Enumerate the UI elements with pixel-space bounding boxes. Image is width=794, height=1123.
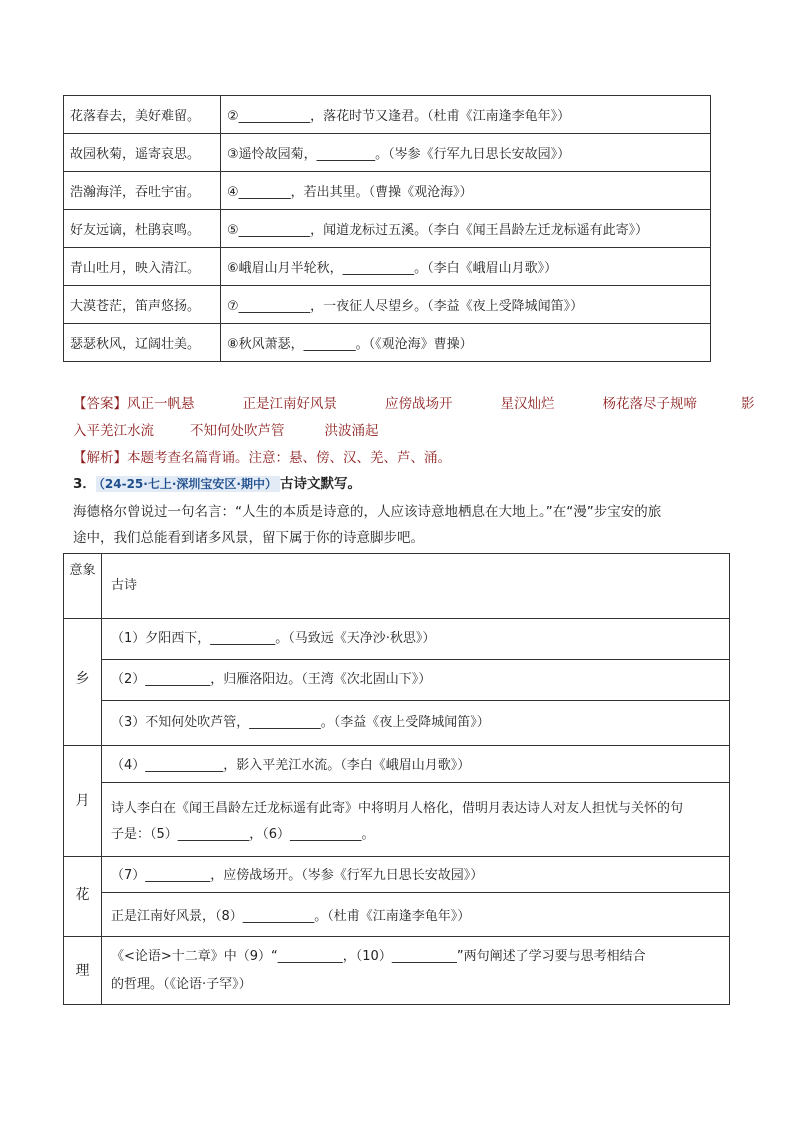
- poem-row: （1）夕阳西下，__________。（马致远《天净沙·秋思》）: [111, 631, 436, 646]
- question-intro-line-1: 海德格尔曾说过一句名言：“人生的本质是诗意的，人应该诗意地栖息在大地上。”在“漫”步宝安的旅: [73, 504, 662, 520]
- analysis-tag: 【解析】: [73, 450, 127, 466]
- poem-row: 诗人李白在《闻王昌龄左迁龙标遥有此寄》中将明月人格化，借明月表达诗人对友人担忧与关怀的句: [111, 801, 684, 816]
- question-number: 3．: [73, 476, 96, 492]
- question-intro-line-2: 途中，我们总能看到诸多风景，留下属于你的诗意脚步吧。: [73, 530, 424, 546]
- poetry-dictation-table: [63, 553, 730, 1005]
- answer-item: 洪波涌起: [324, 423, 379, 439]
- question-header: [73, 472, 361, 492]
- row-divider: [64, 618, 729, 619]
- answer-line-2: [73, 419, 379, 439]
- header-cat-label: 意象: [69, 563, 96, 578]
- poem-cell: ⑦___________，一夜征人尽望乡。（李益《夜上受降城闻笛》）: [221, 286, 711, 324]
- theme-cell: 大漠苍茫，笛声悠扬。: [64, 286, 221, 324]
- header-poem-cell: 古诗: [111, 578, 138, 593]
- row-divider: [64, 936, 729, 937]
- table-row: [64, 96, 711, 134]
- poem-cell: ⑧秋风萧瑟，________。（《观沧海》曹操）: [221, 324, 711, 362]
- table-row: [64, 210, 711, 248]
- row-divider: [101, 659, 729, 660]
- answer-item: 影: [741, 396, 755, 412]
- row-divider: [101, 700, 729, 701]
- theme-cell: 故园秋菊，遥寄哀思。: [64, 134, 221, 172]
- category-label-yue: 月: [75, 793, 90, 809]
- answer-item: 不知何处吹芦管: [190, 423, 285, 439]
- row-divider: [101, 892, 729, 893]
- poem-row: （7）__________，应傍战场开。（岑参《行军九日思长安故园》）: [111, 868, 484, 883]
- row-divider: [64, 745, 729, 746]
- poem-matching-table: [63, 95, 711, 362]
- theme-cell: 浩瀚海洋，吞吐宇宙。: [64, 172, 221, 210]
- answer-item: 应傍战场开: [385, 396, 453, 412]
- theme-cell: 好友远谪，杜鹃哀鸣。: [64, 210, 221, 248]
- row-divider: [64, 856, 729, 857]
- analysis-text: 本题考查名篇背诵。注意：悬、傍、汉、羌、芦、涌。: [127, 450, 451, 466]
- theme-cell: 瑟瑟秋风，辽阔壮美。: [64, 324, 221, 362]
- answer-item: 正是江南好风景: [242, 396, 337, 412]
- poem-cell: ③遥怜故园菊，_________。（岑参《行军九日思长安故园》）: [221, 134, 711, 172]
- answer-item: 风正一帆悬: [127, 396, 195, 412]
- theme-cell: 青山吐月，映入清江。: [64, 248, 221, 286]
- theme-cell: 花落春去，美好难留。: [64, 96, 221, 134]
- poem-row: （4）____________，影入平羌江水流。（李白《峨眉山月歌》）: [111, 758, 471, 773]
- question-source-badge: （24-25·七上·深圳宝安区·期中）: [96, 476, 280, 492]
- category-label-xiang: 乡: [75, 671, 90, 687]
- analysis-line: [73, 446, 451, 466]
- poem-cell: ④________，若出其里。（曹操《观沧海》）: [221, 172, 711, 210]
- table-row: [64, 172, 711, 210]
- answer-item: 杨花落尽子规啼: [602, 396, 697, 412]
- poem-row: （2）__________，归雁洛阳边。（王湾《次北固山下》）: [111, 672, 432, 687]
- poem-row: （3）不知何处吹芦管，___________。（李益《夜上受降城闻笛》）: [111, 715, 490, 730]
- poem-row: 《<论语>十二章》中（9）“__________，（10）__________”两句阐述了学习要与思考相结合: [111, 949, 646, 964]
- table-row: [64, 286, 711, 324]
- poem-row: 子是：（5）___________，（6）___________。: [111, 827, 375, 842]
- table-row: [64, 134, 711, 172]
- category-label-hua: 花: [75, 887, 90, 903]
- poem-cell: ⑤___________，闻道龙标过五溪。（李白《闻王昌龄左迁龙标遥有此寄》）: [221, 210, 711, 248]
- answer-item: 星汉灿烂: [500, 396, 555, 412]
- answer-line-1: [73, 392, 755, 412]
- header-cat-cell: [64, 560, 101, 582]
- row-divider: [101, 782, 729, 783]
- question-title: 古诗文默写。: [279, 476, 361, 492]
- poem-cell: ⑥峨眉山月半轮秋，___________。（李白《峨眉山月歌》）: [221, 248, 711, 286]
- answer-item: 入平羌江水流: [73, 423, 154, 439]
- poem-cell: ②___________，落花时节又逢君。（杜甫《江南逢李龟年》）: [221, 96, 711, 134]
- category-label-li: 理: [75, 963, 90, 979]
- answer-tag: 【答案】: [73, 396, 127, 412]
- poem-row: 的哲理。（《论语·子罕》）: [111, 977, 252, 992]
- table-row: [64, 324, 711, 362]
- poem-row: 正是江南好风景，（8）___________。（杜甫《江南逢李龟年》）: [111, 909, 471, 924]
- table-row: [64, 248, 711, 286]
